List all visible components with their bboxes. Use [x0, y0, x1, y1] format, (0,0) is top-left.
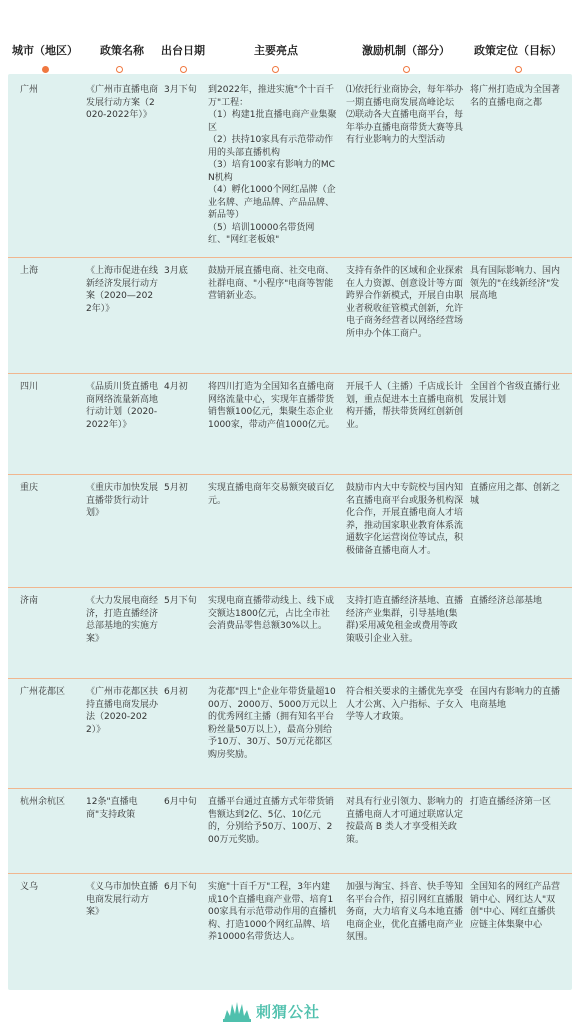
row-date: 6月初: [164, 687, 188, 697]
row-policy-name: 《上海市促进在线新经济发展行动方案（2020—2022年）》: [86, 266, 159, 314]
row-divider: [8, 788, 572, 789]
row-highlights: 实施"十百千万"工程，3年内建成10个直播电商产业带、培育100家具有示范带动作用的直播机构、打造1000个网红品牌、培养10000名带货达人。: [208, 882, 337, 942]
header-dot: [42, 66, 49, 73]
row-city: 广州花都区: [20, 687, 66, 697]
row-divider: [8, 257, 572, 258]
hedgehog-icon: [222, 1000, 252, 1022]
row-date: 6月下旬: [164, 882, 197, 892]
header-policy-name: 政策名称: [100, 44, 144, 57]
row-date: 5月初: [164, 483, 188, 493]
row-incentives: 加强与淘宝、抖音、快手等知名平台合作，招引网红直播服务商，大力培育义乌本地直播电商企业，优化直播电商产业氛围。: [346, 882, 464, 942]
row-positioning: 打造直播经济第一区: [470, 797, 552, 807]
row-highlights: 到2022年，推进实施"个十百千万"工程： （1）构建1批直播电商产业集聚区 （2）扶持10家具有示范带动作用的头部直播机构 （3）培育100家有影响力的MCN机构 （4）孵化1000个网红品牌（企业名牌、产地品牌、产品品牌、新品等） （5）培训10000名带货网红、"网红老板娘": [208, 85, 337, 245]
row-city: 济南: [20, 596, 39, 606]
row-positioning: 直播应用之都、创新之城: [470, 483, 561, 506]
row-date: 3月底: [164, 266, 188, 276]
row-highlights: 将四川打造为全国知名直播电商网络流量中心，实现年直播带货销售额100亿元，集聚生态企业1000家，带动产值1000亿元。: [208, 382, 335, 430]
row-incentives: 鼓励市内大中专院校与国内知名直播电商平台或服务机构深化合作，开展直播电商人才培养，推动国家职业教育体系流通数字化运营岗位等试点，积极储备直播电商人才。: [346, 483, 464, 556]
row-date: 3月下旬: [164, 85, 197, 95]
row-divider: [8, 678, 572, 679]
header-positioning: 政策定位（目标）: [474, 44, 562, 57]
row-incentives: 支持打造直播经济基地、直播经济产业集群，引导基地(集群)采用减免租金或费用等政策吸引企业入驻。: [346, 596, 464, 644]
header-city: 城市（地区）: [12, 44, 78, 57]
row-policy-name: 《义乌市加快直播电商发展行动方案》: [86, 882, 159, 917]
row-incentives: 支持有条件的区域和企业探索在人力资源、创意设计等方面跨界合作新模式，开展自由职业者税收征管模式创新，允许电子商务经营者以网络经营场所申办个体工商户。: [346, 266, 464, 339]
row-highlights: 实现直播电商年交易额突破百亿元。: [208, 483, 335, 506]
row-divider: [8, 373, 572, 374]
row-incentives: 开展千人（主播）千店成长计划，重点促进本土直播电商机构开播，帮扶带货网红创新创业。: [346, 382, 464, 430]
header-date: 出台日期: [161, 44, 205, 57]
row-policy-name: 12条"直播电商"支持政策: [86, 797, 138, 820]
row-city: 杭州余杭区: [20, 797, 66, 807]
header-dot: [272, 66, 279, 73]
row-date: 4月初: [164, 382, 188, 392]
brand-logo: [222, 998, 320, 1024]
header-incentives: 激励机制（部分）: [362, 44, 450, 57]
header-dot: [116, 66, 123, 73]
row-incentives: 对具有行业引领力、影响力的直播电商人才可通过联席认定按最高 B 类人才享受相关政策。: [346, 797, 464, 845]
row-positioning: 直播经济总部基地: [470, 596, 543, 606]
row-positioning: 将广州打造成为全国著名的直播电商之都: [470, 85, 561, 108]
row-divider: [8, 474, 572, 475]
row-city: 义乌: [20, 882, 39, 892]
row-incentives: ⑴依托行业商协会，每年举办一期直播电商发展高峰论坛 ⑵联动各大直播电商平台，每年举办直播电商带货大赛等具有行业影响力的大型活动: [346, 85, 464, 145]
header-dot: [515, 66, 522, 73]
row-highlights: 为花都"四上"企业年带货量超1000万、2000万、5000万元以上的优秀网红主播（拥有知名平台粉丝量50万以上），最高分别给予10万、30万、50万元花都区购房奖励。: [208, 687, 338, 760]
row-positioning: 全国知名的网红产品营销中心、网红达人"双创"中心、网红直播供应链主体集聚中心: [470, 882, 561, 930]
row-date: 5月下旬: [164, 596, 197, 606]
row-policy-name: 《广州市花都区扶持直播电商发展办法（2020-2022）》: [86, 687, 159, 735]
row-policy-name: 《广州市直播电商发展行动方案（2020-2022年）》: [86, 85, 159, 120]
row-city: 重庆: [20, 483, 39, 493]
table-header: [0, 0, 580, 80]
row-date: 6月中旬: [164, 797, 197, 807]
row-divider: [8, 587, 572, 588]
header-highlights: 主要亮点: [254, 44, 298, 57]
row-city: 上海: [20, 266, 39, 276]
row-highlights: 实现电商直播带动线上、线下成交额达1800亿元，占比全市社会消费品零售总额30%以上。: [208, 596, 335, 631]
header-dot: [180, 66, 187, 73]
row-policy-name: 《大力发展电商经济，打造直播经济总部基地的实施方案》: [86, 596, 159, 644]
row-positioning: 在国内有影响力的直播电商基地: [470, 687, 561, 710]
row-policy-name: 《品质川货直播电商网络流量新高地行动计划（2020-2022年）》: [86, 382, 159, 430]
row-positioning: 具有国际影响力、国内领先的"在线新经济"发展高地: [470, 266, 561, 301]
header-dot: [403, 66, 410, 73]
row-positioning: 全国首个省级直播行业发展计划: [470, 382, 561, 405]
row-policy-name: 《重庆市加快发展直播带货行动计划》: [86, 483, 159, 518]
row-highlights: 直播平台通过直播方式年带货销售额达到2亿、5亿、10亿元的，分别给予50万、100万、200万元奖励。: [208, 797, 335, 845]
row-highlights: 鼓励开展直播电商、社交电商、社群电商、"小程序"电商等智能营销新业态。: [208, 266, 335, 301]
row-incentives: 符合相关要求的主播优先享受人才公寓、入户指标、子女入学等人才政策。: [346, 687, 464, 722]
row-city: 四川: [20, 382, 39, 392]
logo-text: 刺猬公社: [256, 1002, 321, 1021]
row-divider: [8, 873, 572, 874]
row-city: 广州: [20, 85, 39, 95]
